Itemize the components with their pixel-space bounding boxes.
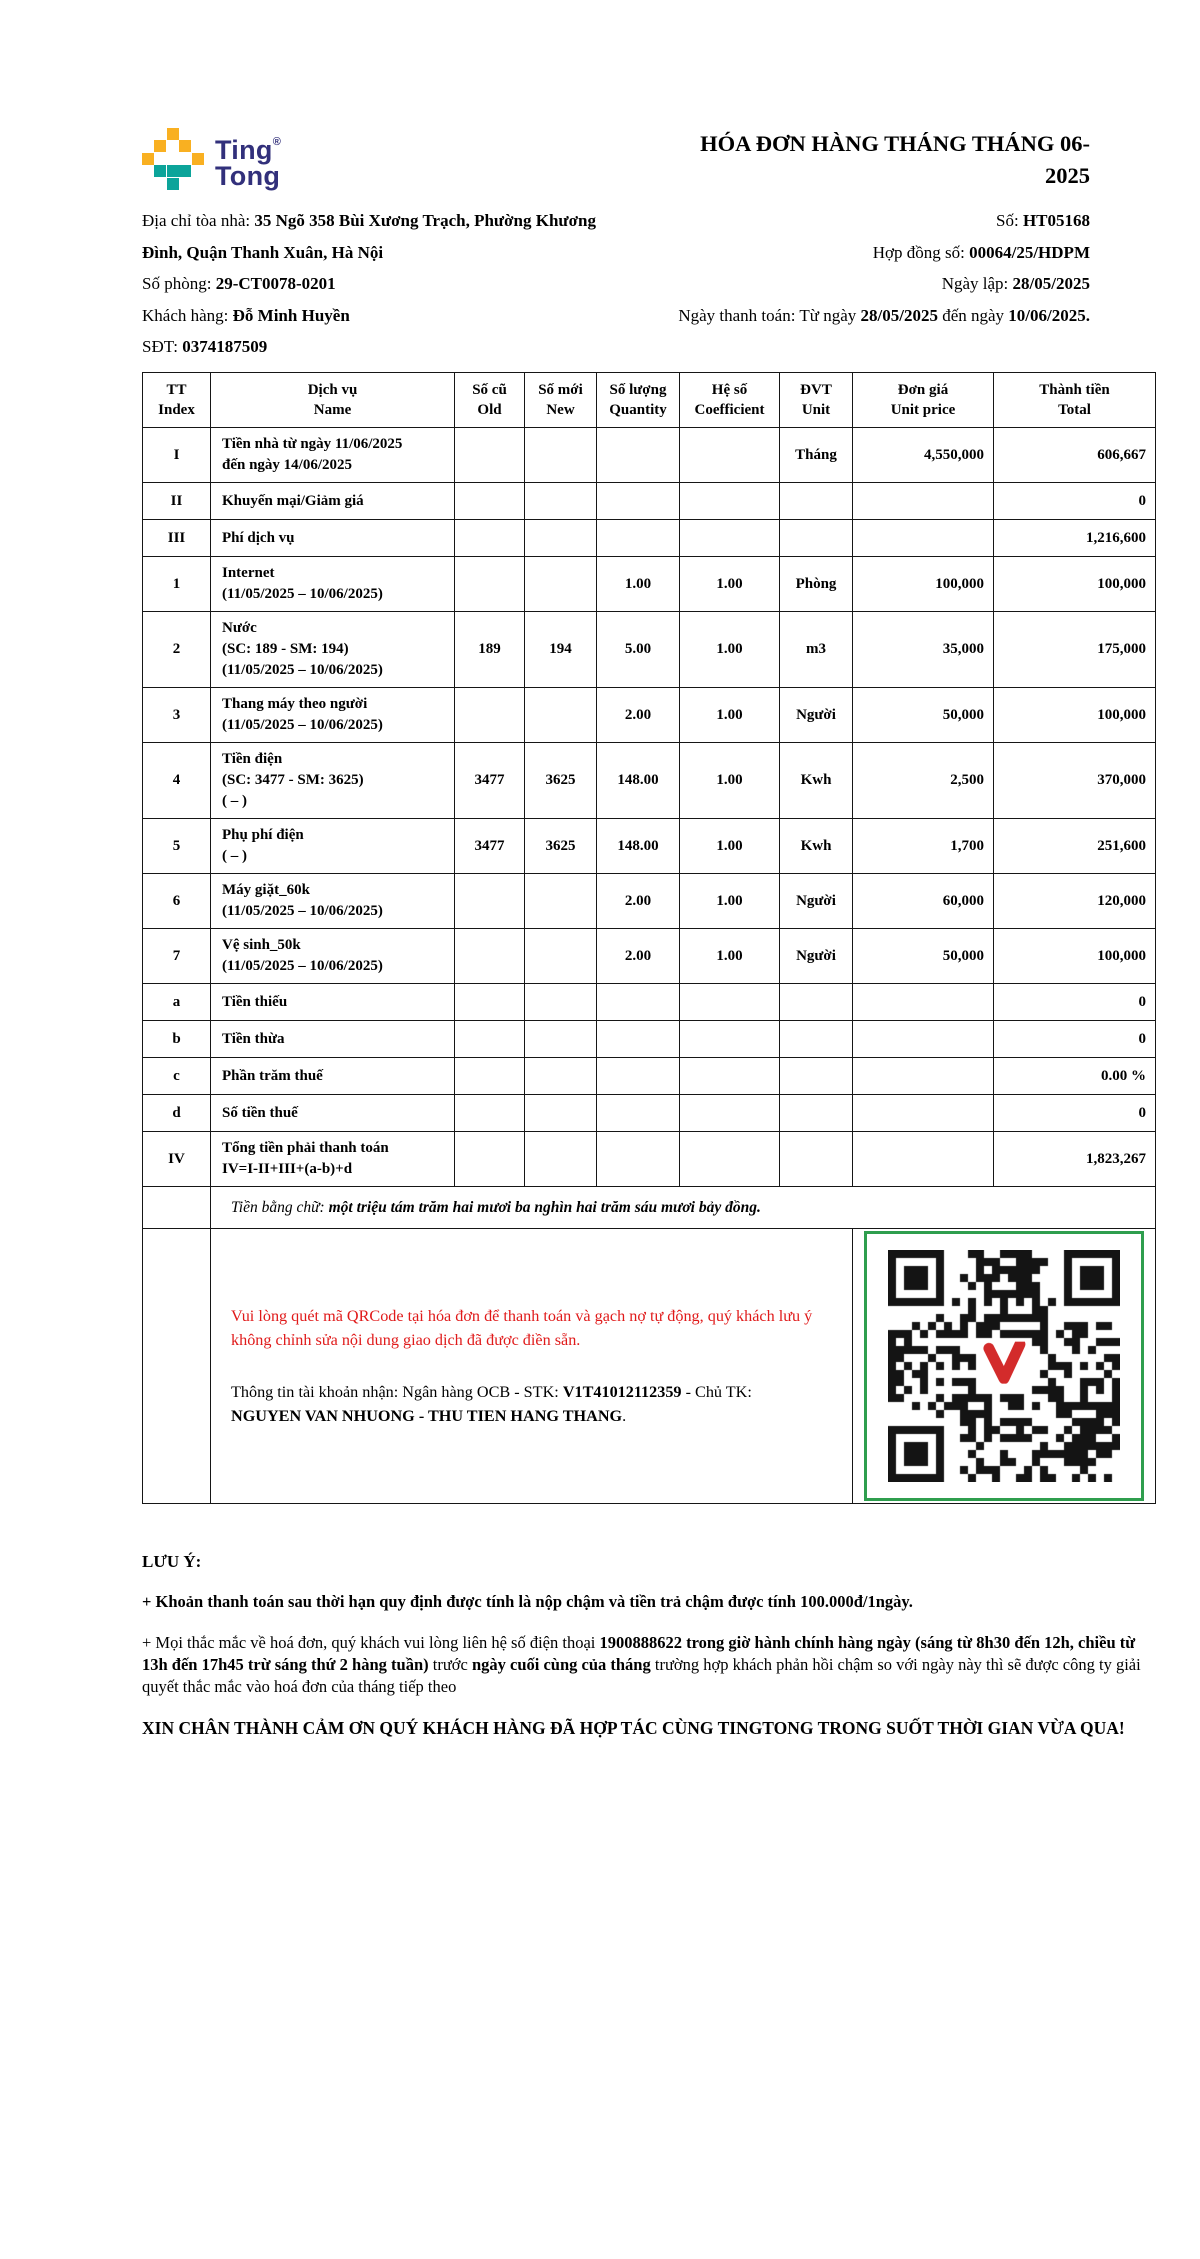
cell-unit-price — [853, 1021, 994, 1058]
cell-unit: Phòng — [780, 557, 853, 612]
table-row — [143, 874, 1156, 929]
table-row — [143, 1132, 1156, 1187]
qr-account-info: Thông tin tài khoản nhận: Ngân hàng OCB - STK: V1T41012112359 - Chủ TK: NGUYEN VAN NHUONG - THU TIEN HANG THANG. — [231, 1382, 752, 1425]
cell-quantity: 2.00 — [597, 688, 680, 743]
column-header-en: Index — [158, 401, 195, 418]
info-row-right: Ngày thanh toán: Từ ngày 28/05/2025 đến ngày 10/06/2025. — [678, 305, 1090, 325]
info-row — [142, 331, 1090, 363]
cell-coefficient — [680, 984, 780, 1021]
logo-pixel — [179, 165, 191, 177]
cell-unit-price: 35,000 — [853, 612, 994, 688]
cell-quantity: 2.00 — [597, 929, 680, 984]
cell-quantity — [597, 428, 680, 483]
info-row-right: Ngày lập: 28/05/2025 — [941, 274, 1090, 293]
column-header-vi: Số cũ — [472, 381, 507, 398]
v-logo-icon — [981, 1342, 1027, 1384]
cell-total: 175,000 — [994, 612, 1156, 688]
cell-new — [525, 428, 597, 483]
cell-old — [455, 557, 525, 612]
cell-total: 251,600 — [994, 819, 1156, 874]
invoice-title — [700, 128, 1090, 191]
qr-code-cell — [853, 1229, 1156, 1504]
cell-quantity — [597, 1095, 680, 1132]
cell-total: 0 — [994, 984, 1156, 1021]
info-row-left: Khách hàng: Đỗ Minh Huyền — [142, 305, 350, 325]
logo-pixel — [167, 178, 179, 190]
column-header-en: New — [546, 401, 575, 418]
cell-index: III — [143, 520, 211, 557]
cell-service-name: Internet (11/05/2025 – 10/06/2025) — [211, 557, 455, 612]
cell-total: 0 — [994, 483, 1156, 520]
cell-new — [525, 874, 597, 929]
cell-new — [525, 1021, 597, 1058]
cell-index: d — [143, 1095, 211, 1132]
info-row — [142, 268, 1090, 300]
cell-new — [525, 557, 597, 612]
cell-quantity: 148.00 — [597, 819, 680, 874]
cell-service-name: Khuyến mại/Giảm giá — [211, 483, 455, 520]
cell-service-name: Tiền điện (SC: 3477 - SM: 3625) ( – ) — [211, 743, 455, 819]
column-header — [994, 372, 1156, 428]
cell-new: 3625 — [525, 743, 597, 819]
column-header-vi: ĐVT — [800, 381, 832, 398]
table-row — [143, 428, 1156, 483]
cell-service-name: Tiền nhà từ ngày 11/06/2025 đến ngày 14/06/2025 — [211, 428, 455, 483]
column-header — [780, 372, 853, 428]
cell-quantity: 2.00 — [597, 874, 680, 929]
cell-quantity: 1.00 — [597, 557, 680, 612]
cell-index: 2 — [143, 612, 211, 688]
column-header — [680, 372, 780, 428]
cell-new — [525, 1058, 597, 1095]
cell-total: 0 — [994, 1021, 1156, 1058]
cell-coefficient — [680, 428, 780, 483]
note-paragraph: + Mọi thắc mắc về hoá đơn, quý khách vui lòng liên hệ số điện thoại 1900888622 trong giờ hành chính hàng ngày (sáng từ 8h30 đến 12h, chiều từ 13h đến 17h45 trừ sáng thứ 2 hàng tuần) trước ngày cuối cùng của tháng trường hợp khách phản hồi chậm so với ngày này thì sẽ được công ty giải quyết thắc mắc vào hoá đơn của tháng tiếp theo — [142, 1632, 1141, 1696]
column-header-en: Unit — [801, 401, 831, 418]
column-header-vi: Dịch vụ — [307, 381, 358, 398]
logo-pixel — [192, 153, 204, 165]
cell-service-name: Nước (SC: 189 - SM: 194) (11/05/2025 – 10/06/2025) — [211, 612, 455, 688]
column-header-en: Unit price — [890, 401, 956, 418]
cell-service-name: Tổng tiền phải thanh toán IV=I-II+III+(a-b)+d — [211, 1132, 455, 1187]
column-header — [597, 372, 680, 428]
cell-unit: Người — [780, 929, 853, 984]
cell-index-empty — [143, 1229, 211, 1504]
info-row-right: Số: HT05168 — [996, 211, 1090, 230]
table-body — [143, 428, 1156, 1504]
registered-mark-icon: ® — [272, 136, 282, 148]
cell-quantity — [597, 520, 680, 557]
cell-unit-price: 2,500 — [853, 743, 994, 819]
info-row-left: Đình, Quận Thanh Xuân, Hà Nội — [142, 242, 384, 262]
cell-index-empty — [143, 1187, 211, 1229]
cell-unit-price — [853, 1058, 994, 1095]
cell-service-name: Máy giặt_60k (11/05/2025 – 10/06/2025) — [211, 874, 455, 929]
table-row — [143, 743, 1156, 819]
tingtong-wordmark — [215, 137, 281, 190]
cell-unit-price: 50,000 — [853, 929, 994, 984]
info-row — [142, 237, 1090, 269]
notes-heading: LƯU Ý: — [142, 1552, 202, 1571]
cell-unit-price: 100,000 — [853, 557, 994, 612]
invoice-table — [142, 372, 1156, 1505]
column-header-en: Total — [1058, 401, 1091, 418]
cell-coefficient — [680, 1132, 780, 1187]
cell-total: 1,823,267 — [994, 1132, 1156, 1187]
cell-unit: Kwh — [780, 819, 853, 874]
qr-code-frame — [864, 1231, 1144, 1501]
cell-unit — [780, 1095, 853, 1132]
cell-unit-price — [853, 1095, 994, 1132]
cell-index: IV — [143, 1132, 211, 1187]
column-header-en: Old — [477, 401, 502, 418]
cell-unit-price — [853, 1132, 994, 1187]
note-paragraph: + Khoản thanh toán sau thời hạn quy định được tính là nộp chậm và tiền trả chậm được tính 100.000đ/1ngày. — [142, 1592, 913, 1611]
table-row — [143, 929, 1156, 984]
column-header-vi: Số mới — [538, 381, 583, 398]
invoice-title-line1: HÓA ĐƠN HÀNG THÁNG THÁNG 06- — [700, 131, 1090, 156]
cell-new — [525, 483, 597, 520]
cell-old — [455, 428, 525, 483]
cell-unit-price: 4,550,000 — [853, 428, 994, 483]
cell-new — [525, 520, 597, 557]
cell-total: 100,000 — [994, 929, 1156, 984]
note-paragraph: XIN CHÂN THÀNH CẢM ƠN QUÝ KHÁCH HÀNG ĐÃ HỢP TÁC CÙNG TINGTONG TRONG SUỐT THỜI GIAN VỪA QUA! — [142, 1717, 1125, 1738]
cell-new — [525, 688, 597, 743]
column-header-en: Quantity — [609, 401, 667, 418]
cell-new — [525, 1132, 597, 1187]
cell-unit — [780, 1058, 853, 1095]
cell-service-name: Vệ sinh_50k (11/05/2025 – 10/06/2025) — [211, 929, 455, 984]
cell-old — [455, 483, 525, 520]
column-header-en: Name — [313, 401, 352, 418]
cell-service-name: Thang máy theo người (11/05/2025 – 10/06/2025) — [211, 688, 455, 743]
cell-coefficient — [680, 1095, 780, 1132]
cell-unit-price — [853, 984, 994, 1021]
column-header-vi: Hệ số — [711, 381, 748, 398]
amount-in-words-cell: Tiền bằng chữ: một triệu tám trăm hai mươi ba nghìn hai trăm sáu mươi bảy đồng. — [211, 1187, 1156, 1229]
column-header — [143, 372, 211, 428]
cell-unit-price: 50,000 — [853, 688, 994, 743]
table-row — [143, 819, 1156, 874]
cell-service-name: Tiền thừa — [211, 1021, 455, 1058]
logo-pixel — [167, 165, 179, 177]
cell-quantity — [597, 984, 680, 1021]
cell-old — [455, 688, 525, 743]
cell-coefficient: 1.00 — [680, 743, 780, 819]
cell-new — [525, 1095, 597, 1132]
cell-new — [525, 929, 597, 984]
column-header — [455, 372, 525, 428]
cell-coefficient: 1.00 — [680, 874, 780, 929]
info-row-right: Hợp đồng số: 00064/25/HDPM — [872, 242, 1090, 262]
cell-index: 7 — [143, 929, 211, 984]
info-row-left: SĐT: 0374187509 — [142, 337, 268, 356]
cell-total: 100,000 — [994, 557, 1156, 612]
table-header — [143, 372, 1156, 428]
amount-in-words-row — [143, 1187, 1156, 1229]
cell-old — [455, 1132, 525, 1187]
qr-instructions-cell — [211, 1229, 853, 1504]
cell-unit: Kwh — [780, 743, 853, 819]
cell-service-name: Số tiền thuế — [211, 1095, 455, 1132]
cell-total: 606,667 — [994, 428, 1156, 483]
info-row-left: Số phòng: 29-CT0078-0201 — [142, 274, 336, 293]
table-header-row — [143, 372, 1156, 428]
cell-coefficient: 1.00 — [680, 819, 780, 874]
cell-unit: Tháng — [780, 428, 853, 483]
cell-unit — [780, 1132, 853, 1187]
wordmark-line1: Ting® — [215, 135, 282, 165]
table-row — [143, 1058, 1156, 1095]
table-row — [143, 688, 1156, 743]
cell-old — [455, 874, 525, 929]
cell-index: 6 — [143, 874, 211, 929]
cell-unit — [780, 483, 853, 520]
cell-quantity: 148.00 — [597, 743, 680, 819]
cell-index: a — [143, 984, 211, 1021]
cell-index: I — [143, 428, 211, 483]
cell-old — [455, 929, 525, 984]
cell-old — [455, 1095, 525, 1132]
table-row — [143, 1021, 1156, 1058]
cell-new — [525, 984, 597, 1021]
cell-unit — [780, 520, 853, 557]
logo-pixel — [167, 128, 179, 140]
cell-coefficient: 1.00 — [680, 929, 780, 984]
cell-old: 3477 — [455, 743, 525, 819]
logo-pixel — [154, 140, 166, 152]
invoice-title-line2: 2025 — [1045, 162, 1090, 188]
cell-quantity — [597, 1058, 680, 1095]
cell-index: b — [143, 1021, 211, 1058]
cell-old — [455, 984, 525, 1021]
column-header-vi: TT — [166, 381, 187, 398]
wordmark-line2: Tong — [215, 161, 281, 192]
cell-total: 100,000 — [994, 688, 1156, 743]
cell-coefficient — [680, 483, 780, 520]
logo-pixel — [179, 140, 191, 152]
cell-new: 3625 — [525, 819, 597, 874]
cell-old — [455, 1058, 525, 1095]
column-header-vi: Đơn giá — [897, 381, 949, 398]
cell-new: 194 — [525, 612, 597, 688]
table-row — [143, 1095, 1156, 1132]
cell-index: 4 — [143, 743, 211, 819]
logo-pixel — [154, 165, 166, 177]
cell-old — [455, 1021, 525, 1058]
cell-coefficient — [680, 1058, 780, 1095]
cell-quantity — [597, 483, 680, 520]
cell-unit-price: 1,700 — [853, 819, 994, 874]
cell-unit — [780, 1021, 853, 1058]
cell-index: 3 — [143, 688, 211, 743]
cell-total: 120,000 — [994, 874, 1156, 929]
table-row — [143, 557, 1156, 612]
info-row — [142, 205, 1090, 237]
column-header — [853, 372, 994, 428]
cell-index: 1 — [143, 557, 211, 612]
cell-unit-price: 60,000 — [853, 874, 994, 929]
info-row-left: Địa chỉ tòa nhà: 35 Ngõ 358 Bùi Xương Trạch, Phường Khương — [142, 211, 596, 230]
cell-old — [455, 520, 525, 557]
cell-index: c — [143, 1058, 211, 1095]
cell-coefficient: 1.00 — [680, 612, 780, 688]
info-row — [142, 300, 1090, 332]
cell-coefficient: 1.00 — [680, 688, 780, 743]
cell-unit-price — [853, 520, 994, 557]
cell-total: 0 — [994, 1095, 1156, 1132]
cell-index: 5 — [143, 819, 211, 874]
cell-unit — [780, 984, 853, 1021]
cell-service-name: Phí dịch vụ — [211, 520, 455, 557]
invoice-header — [142, 128, 1155, 191]
cell-old: 189 — [455, 612, 525, 688]
logo-pixel — [142, 153, 154, 165]
qr-center-logo — [979, 1340, 1029, 1393]
column-header-en: Coefficient — [694, 401, 765, 418]
column-header — [211, 372, 455, 428]
cell-total: 370,000 — [994, 743, 1156, 819]
cell-unit: Người — [780, 874, 853, 929]
cell-unit-price — [853, 483, 994, 520]
cell-unit: Người — [780, 688, 853, 743]
cell-coefficient — [680, 520, 780, 557]
table-row — [143, 612, 1156, 688]
cell-index: II — [143, 483, 211, 520]
cell-total: 1,216,600 — [994, 520, 1156, 557]
qr-row — [143, 1229, 1156, 1504]
cell-service-name: Tiền thiếu — [211, 984, 455, 1021]
cell-old: 3477 — [455, 819, 525, 874]
column-header-vi: Số lượng — [609, 381, 667, 398]
table-row — [143, 483, 1156, 520]
column-header — [525, 372, 597, 428]
invoice-info-block — [142, 205, 1155, 363]
table-row — [143, 984, 1156, 1021]
cell-quantity: 5.00 — [597, 612, 680, 688]
cell-service-name: Phần trăm thuế — [211, 1058, 455, 1095]
qr-red-note: Vui lòng quét mã QRCode tại hóa đơn để thanh toán và gạch nợ tự động, quý khách lưu ý không chỉnh sửa nội dung giao dịch đã được điền sẵn. — [231, 1306, 813, 1350]
cell-service-name: Phụ phí điện ( – ) — [211, 819, 455, 874]
cell-coefficient: 1.00 — [680, 557, 780, 612]
table-row — [143, 520, 1156, 557]
cell-unit: m3 — [780, 612, 853, 688]
column-header-vi: Thành tiền — [1039, 381, 1110, 398]
cell-coefficient — [680, 1021, 780, 1058]
cell-quantity — [597, 1132, 680, 1187]
tingtong-logo — [142, 128, 281, 190]
cell-total: 0.00 % — [994, 1058, 1156, 1095]
tingtong-logo-icon — [142, 128, 204, 190]
cell-quantity — [597, 1021, 680, 1058]
invoice-notes — [142, 1552, 1155, 1740]
